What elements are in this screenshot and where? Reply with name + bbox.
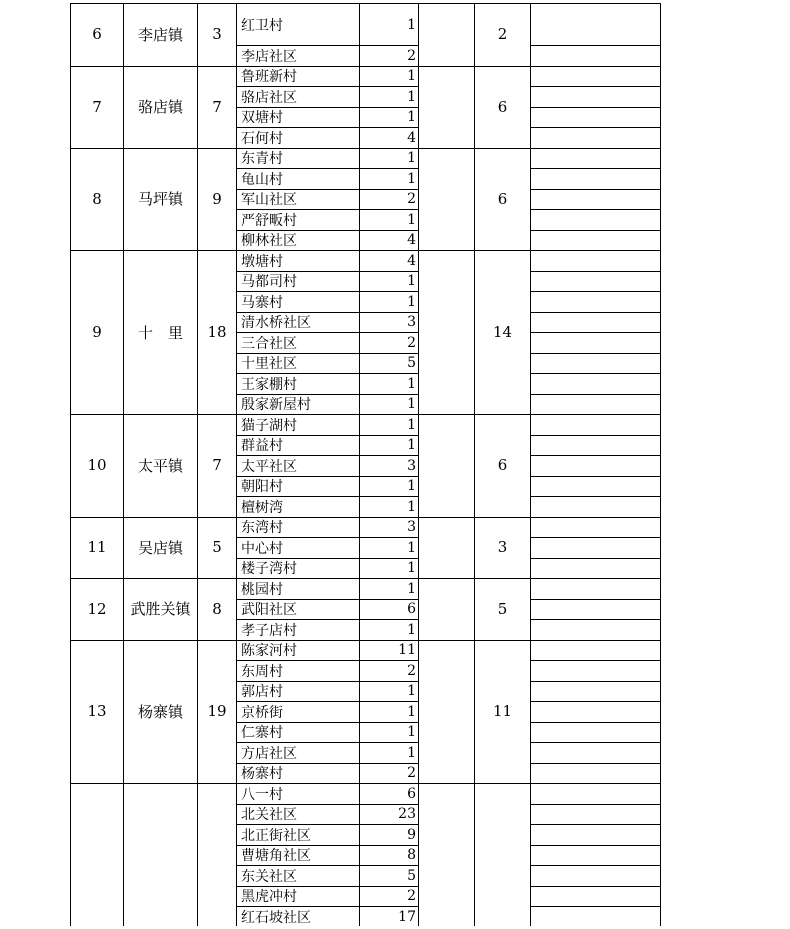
town-name: 太平镇 — [137, 456, 183, 475]
row-rule — [530, 558, 661, 559]
row-rule — [530, 394, 661, 395]
town-count — [198, 783, 236, 926]
village-name: 杨寨村 — [241, 766, 283, 783]
village-value: 4 — [407, 129, 416, 146]
village-value: 4 — [407, 232, 416, 249]
village-value: 1 — [407, 88, 416, 105]
row-rule — [530, 681, 661, 682]
row-rule — [530, 742, 661, 743]
village-value: 2 — [407, 662, 416, 679]
village-value: 1 — [407, 170, 416, 187]
village-value: 1 — [407, 539, 416, 556]
row-rule — [530, 578, 661, 579]
village-value: 1 — [407, 437, 416, 454]
town-name: 杨寨镇 — [137, 702, 183, 721]
row-rule — [530, 783, 661, 784]
village-name: 红石坡社区 — [241, 909, 311, 926]
village-name: 马都司村 — [241, 274, 297, 291]
village-value: 1 — [407, 560, 416, 577]
village-name: 王家棚村 — [241, 376, 297, 393]
town-count: 3 — [212, 25, 222, 44]
town-total: 6 — [497, 189, 508, 208]
row-number: 6 — [92, 25, 102, 44]
village-value: 1 — [407, 211, 416, 228]
village-value: 1 — [407, 68, 416, 85]
village-name: 太平社区 — [241, 458, 297, 475]
row-rule — [530, 332, 661, 333]
village-name: 孝子店村 — [241, 622, 297, 639]
village-name: 曹塘角社区 — [241, 848, 311, 865]
village-value: 1 — [407, 293, 416, 310]
row-rule — [530, 537, 661, 538]
row-rule — [530, 435, 661, 436]
village-value: 1 — [407, 396, 416, 413]
row-rule — [530, 619, 661, 620]
village-name: 东青村 — [241, 151, 283, 168]
village-name: 北正街社区 — [241, 827, 311, 844]
village-value: 6 — [407, 785, 416, 802]
village-value: 1 — [407, 621, 416, 638]
village-name: 猫子湖村 — [241, 417, 297, 434]
village-name: 八一村 — [241, 786, 283, 803]
town-count: 19 — [207, 702, 227, 721]
village-name: 檀树湾 — [241, 499, 283, 516]
village-name: 双塘村 — [241, 110, 283, 127]
row-number — [71, 783, 123, 926]
town-count: 7 — [212, 97, 222, 116]
row-number: 12 — [87, 599, 107, 618]
village-value: 1 — [407, 16, 416, 33]
town-name: 骆店镇 — [137, 98, 183, 116]
column-rule-right — [660, 3, 661, 926]
town-name: 武胜关镇 — [130, 600, 191, 619]
village-name: 军山社区 — [241, 192, 297, 209]
village-name: 桃园村 — [241, 581, 283, 598]
town-count: 9 — [212, 189, 222, 208]
town-total: 5 — [497, 599, 508, 618]
village-value: 1 — [407, 416, 416, 433]
village-name: 殷家新屋村 — [241, 397, 311, 414]
village-name: 柳林社区 — [241, 233, 297, 250]
village-name: 鲁班新村 — [241, 69, 297, 86]
row-rule — [530, 496, 661, 497]
town-total: 6 — [497, 97, 508, 116]
village-name: 清水桥社区 — [241, 315, 311, 332]
village-name: 李店社区 — [241, 48, 297, 65]
row-rule — [530, 845, 661, 846]
village-value: 3 — [407, 314, 416, 331]
row-rule — [530, 455, 661, 456]
village-value: 23 — [398, 806, 416, 823]
village-value: 5 — [407, 867, 416, 884]
village-value: 2 — [407, 191, 416, 208]
village-value: 9 — [407, 826, 416, 843]
town-total: 11 — [492, 702, 513, 721]
row-rule — [530, 86, 661, 87]
row-rule — [530, 66, 661, 67]
village-value: 2 — [407, 334, 416, 351]
row-rule — [530, 599, 661, 600]
row-rule — [530, 189, 661, 190]
village-name: 中心村 — [241, 540, 283, 557]
village-name: 严舒畈村 — [241, 212, 297, 229]
village-name: 马寨村 — [241, 294, 283, 311]
village-name: 东湾村 — [241, 520, 283, 537]
village-value: 1 — [407, 498, 416, 515]
village-name: 龟山村 — [241, 171, 283, 188]
village-name: 东周村 — [241, 663, 283, 680]
village-name: 武阳社区 — [241, 602, 297, 619]
village-value: 2 — [407, 888, 416, 905]
town-total: 3 — [497, 538, 508, 557]
village-value: 8 — [407, 847, 416, 864]
village-name: 十里社区 — [241, 356, 297, 373]
village-name: 群益村 — [241, 438, 283, 455]
town-count: 8 — [212, 599, 222, 618]
row-rule — [530, 824, 661, 825]
village-value: 1 — [407, 150, 416, 167]
row-rule — [530, 209, 661, 210]
row-rule — [530, 517, 661, 518]
row-rule — [530, 353, 661, 354]
village-name: 方店社区 — [241, 745, 297, 762]
row-rule — [530, 148, 661, 149]
row-rule — [530, 312, 661, 313]
village-value: 1 — [407, 580, 416, 597]
village-name: 红卫村 — [241, 17, 283, 34]
row-rule — [530, 701, 661, 702]
village-name: 石何村 — [241, 130, 283, 147]
village-value: 17 — [398, 908, 416, 925]
village-value: 2 — [407, 47, 416, 64]
row-rule — [530, 45, 661, 46]
village-value: 4 — [407, 252, 416, 269]
town-total: 6 — [497, 456, 508, 475]
village-value: 2 — [407, 765, 416, 782]
row-rule — [530, 373, 661, 374]
village-name: 东关社区 — [241, 868, 297, 885]
row-rule — [530, 271, 661, 272]
row-rule — [530, 640, 661, 641]
town-name: 吴店镇 — [137, 538, 183, 557]
village-name: 楼子湾村 — [241, 561, 297, 578]
row-number: 13 — [87, 702, 107, 721]
town-count: 18 — [207, 323, 227, 341]
village-name: 郭店村 — [241, 684, 283, 701]
village-value: 5 — [407, 355, 416, 372]
row-rule — [530, 660, 661, 661]
village-name: 京桥街 — [241, 704, 283, 721]
town-total — [475, 783, 530, 926]
row-number: 10 — [87, 456, 107, 475]
town-count: 7 — [212, 456, 222, 475]
village-value: 1 — [407, 724, 416, 741]
row-rule — [530, 886, 661, 887]
row-rule — [530, 722, 661, 723]
row-rule — [530, 291, 661, 292]
town-total: 2 — [497, 25, 508, 44]
row-rule — [530, 763, 661, 764]
village-name: 黑虎冲村 — [241, 889, 297, 906]
village-value: 11 — [398, 642, 416, 659]
village-name: 骆店社区 — [241, 89, 297, 106]
town-name: 十 里 — [137, 323, 183, 342]
column-rule — [418, 3, 419, 926]
village-name: 墩塘村 — [241, 253, 283, 270]
town-count: 5 — [212, 538, 222, 557]
column-rule — [530, 3, 531, 926]
town-name: 李店镇 — [137, 25, 183, 44]
village-value: 1 — [407, 109, 416, 126]
village-value: 1 — [407, 478, 416, 495]
row-rule — [530, 906, 661, 907]
row-number: 8 — [92, 189, 102, 208]
town-total: 14 — [492, 323, 513, 341]
village-name: 仁寨村 — [241, 725, 283, 742]
row-rule — [530, 250, 661, 251]
row-number: 11 — [87, 538, 107, 557]
village-name: 北关社区 — [241, 807, 297, 824]
village-value: 1 — [407, 375, 416, 392]
row-rule — [530, 476, 661, 477]
village-value: 1 — [407, 273, 416, 290]
row-rule — [530, 168, 661, 169]
row-rule — [530, 804, 661, 805]
row-number: 7 — [92, 97, 102, 116]
row-rule — [530, 230, 661, 231]
row-number: 9 — [92, 323, 102, 341]
village-value: 1 — [407, 683, 416, 700]
village-value: 3 — [407, 457, 416, 474]
village-name: 朝阳村 — [241, 479, 283, 496]
village-value: 1 — [407, 703, 416, 720]
row-rule — [530, 127, 661, 128]
row-rule — [530, 107, 661, 108]
village-name: 陈家河村 — [241, 643, 297, 660]
town-name — [124, 783, 197, 926]
village-value: 3 — [407, 519, 416, 536]
town-name: 马坪镇 — [137, 190, 183, 209]
village-name: 三合社区 — [241, 335, 297, 352]
village-value: 1 — [407, 744, 416, 761]
row-rule — [530, 414, 661, 415]
village-value: 6 — [407, 601, 416, 618]
row-rule — [530, 865, 661, 866]
